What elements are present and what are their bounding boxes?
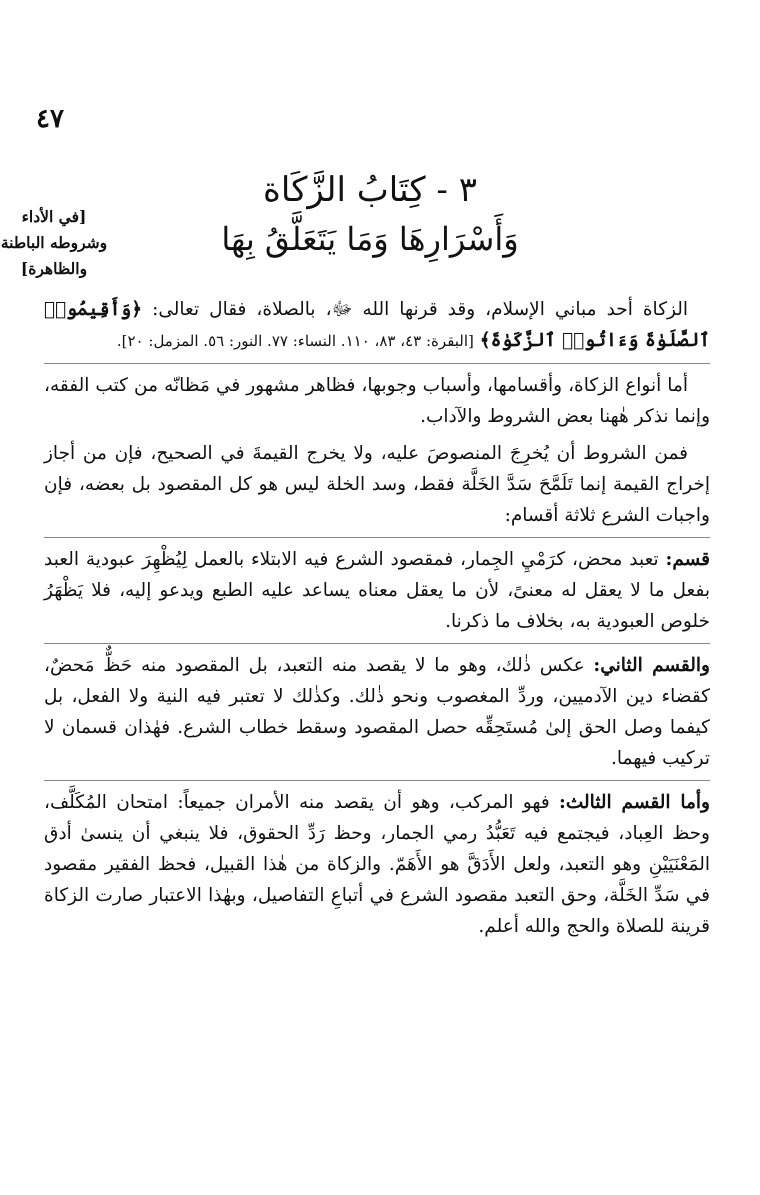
quran-verse: ﴿وَأَقِيمُوا۟ ٱلصَّلَوٰةَ وَءَاتُوا۟ ٱلزَّكَوٰةَ﴾ <box>44 299 710 351</box>
verse-reference: [البقرة: ٤٣، ٨٣، ١١٠. النساء: ٧٧. النور: ٥٦. المزمل: ٢٠]. <box>116 332 474 350</box>
divider <box>44 537 710 538</box>
section-third <box>44 787 710 942</box>
intro-paragraph <box>44 294 710 357</box>
divider <box>44 363 710 364</box>
section-label: قسم: <box>665 549 710 570</box>
divider <box>44 780 710 781</box>
margin-note: [في الأداء وشروطه الباطنة والظاهرة] <box>0 207 108 278</box>
chapter-title <box>90 165 650 263</box>
section-label: وأما القسم الثالث: <box>559 792 710 813</box>
section-second <box>44 650 710 774</box>
section-text: فهو المركب، وهو أن يقصد منه الأمران جميعاً: امتحان المُكَلَّف، وحظ العِباد، فيجتمع فيه تَعَبُّدُ رمي الجمار، وحظ رَدِّ الحقوق، فلا ينبغي أن ينسىٰ أدق المَعْنَيَيْنِ وهو التعبد، ولعل الأَدَقَّ هو الأَهَمّ. والزكاة من هٰذا القبيل، فحظ الفقير مقصود في سَدِّ الخَلَّة، وحق التعبد مقصود الشرع في أتباعِ التفاصيل، وبهٰذا الاعتبار صارت الزكاة قرينة للصلاة والحج والله أعلم. <box>44 792 710 937</box>
divider <box>44 643 710 644</box>
chapter-title-main: ٣ - كِتَابُ الزَّكَاة <box>263 170 477 210</box>
chapter-title-sub: وَأَسْرَارِهَا وَمَا يَتَعَلَّقُ بِهَا <box>221 220 519 258</box>
conditions-paragraph: فمن الشروط أن يُخرِجَ المنصوصَ عليه، ولا يخرج القيمةَ في الصحيح، فإن من أجاز إخراج القيمة إنما تَلَمَّحَ سَدَّ الخَلَّة فقط، وسد الخلة ليس هو كل المقصود بل بعضه، فإن واجبات الشرع ثلاثة أقسام: <box>44 443 710 526</box>
section-pure-worship <box>44 544 710 637</box>
intro-text: الزكاة أحد مباني الإسلام، وقد قرنها الله ﷻ، بالصلاة، فقال تعالى: <box>152 299 688 320</box>
section-text: تعبد محض، كرَمْيِ الجِمار، فمقصود الشرع فيه الابتلاء بالعمل لِيُظْهِرَ عبودية العبد بفعل ما لا يعقل له معنىً، لأن ما يعقل معناه يساعد عليه الطبع ويدعو إليه، فلا يَظْهَرُ خلوص العبودية به، بخلاف ما ذكرنا. <box>44 549 710 632</box>
section-label: والقسم الثاني: <box>593 655 710 676</box>
body-text <box>44 294 710 942</box>
types-paragraph: أما أنواع الزكاة، وأقسامها، وأسباب وجوبها، فظاهر مشهور في مَظانّه من كتب الفقه، وإنما نذكر هٰهنا بعض الشروط والآداب. <box>44 375 710 427</box>
section-text: عكس ذٰلك، وهو ما لا يقصد منه التعبد، بل المقصود منه حَظٌّ مَحضٌ، كقضاء دين الآدميين، وردِّ المغصوب ونحو ذٰلك. وكذٰلك لا تعتبر فيه النية ولا الفعل، بل كيفما وصل الحق إلىٰ مُستَحِقِّه حصل المقصود وسقط خطاب الشرع. فهٰذان قسمان لا تركيب فيهما. <box>44 655 710 769</box>
page-number: ٤٧ <box>36 104 64 134</box>
